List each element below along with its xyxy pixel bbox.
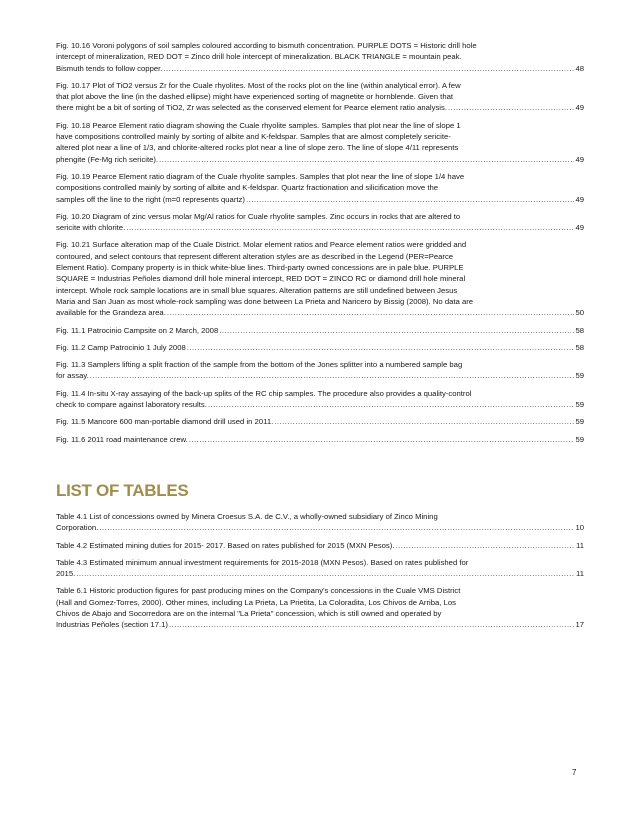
figure-entry-text: Fig. 11.2 Camp Patrocinio 1 July 2008 xyxy=(56,342,186,352)
table-entry[interactable] xyxy=(56,511,584,534)
figure-entry-line: intercept. Whole rock sample locations are in small blue squares. Alteration patterns are still undefined between Jesus xyxy=(56,285,458,295)
table-entry-page-number: 11 xyxy=(576,540,584,550)
dot-leader xyxy=(163,63,574,74)
figure-entry[interactable] xyxy=(56,325,584,336)
figure-entry[interactable] xyxy=(56,239,584,318)
figure-entry-last-line xyxy=(56,307,584,318)
figure-entry-page-number: 59 xyxy=(575,417,584,427)
table-entry[interactable] xyxy=(56,540,584,551)
figure-entry-last-line xyxy=(56,325,584,336)
figure-entry-last-line xyxy=(56,416,584,427)
page-number: 7 xyxy=(572,768,577,777)
dot-leader xyxy=(187,342,575,353)
dot-leader xyxy=(167,307,575,318)
figure-entry-page-number: 59 xyxy=(575,371,584,381)
table-entry-text: Industrias Peñoles (section 17.1) xyxy=(56,620,168,630)
table-entry-line: Table 4.1 List of concessions owned by Minera Croesus S.A. de C.V., a wholly-owned subsidiary of Zinco Mining xyxy=(56,511,438,521)
figure-entry-line: Element Ratio). Company property is in thick white-blue lines. Third-party owned concessions are in pale blue. PURPLE xyxy=(56,263,464,273)
list-of-tables-heading: LIST OF TABLES xyxy=(56,480,189,500)
figure-entry-page-number: 48 xyxy=(575,63,584,73)
table-entry-line: Table 4.3 Estimated minimum annual investment requirements for 2015-2018 (MXN Pesos). Based on rates published for xyxy=(56,557,469,567)
dot-leader xyxy=(208,399,575,410)
figure-entry-line: compositions controlled mainly by sorting of albite and K-feldspar. Quartz fractionation and silicification move the xyxy=(56,183,439,193)
dot-leader xyxy=(448,102,574,113)
figure-entry-text: Bismuth tends to follow copper. xyxy=(56,63,163,73)
figure-entry[interactable] xyxy=(56,40,584,74)
figure-entry-last-line xyxy=(56,399,584,410)
table-entry-last-line xyxy=(56,619,584,630)
figure-entry-last-line xyxy=(56,63,584,74)
figure-entry-line: intercept of mineralization, RED DOT = Zinco drill hole intercept of mineralization. BLACK TRIANGLE = mountain peak. xyxy=(56,52,462,62)
figure-entry[interactable] xyxy=(56,211,584,234)
figure-entry-line: Fig. 10.19 Pearce Element ratio diagram of the Cuale rhyolite samples. Samples that plot near the line of slope 1/4 have xyxy=(56,171,465,181)
figure-entry-line: Fig. 10.20 Diagram of zinc versus molar Mg/Al ratios for Cuale rhyolite samples. Zinc occurs in rocks that are altered to xyxy=(56,211,461,221)
list-of-figures xyxy=(56,40,584,445)
table-entry-last-line xyxy=(56,522,584,533)
table-entry-text: 2015. xyxy=(56,569,76,579)
figure-entry-page-number: 59 xyxy=(575,400,584,410)
table-entry-line: Table 6.1 Historic production figures for past producing mines on the Company's concessions in the Cuale VMS District xyxy=(56,586,461,596)
figure-entry-page-number: 50 xyxy=(575,308,584,318)
figure-entry-page-number: 49 xyxy=(575,103,584,113)
figure-entry-last-line xyxy=(56,194,584,205)
table-entry-text: Corporation. xyxy=(56,523,99,533)
document-page xyxy=(56,40,584,637)
figure-entry-last-line xyxy=(56,342,584,353)
figure-entry-text: there might be a bit of sorting of TiO2, Zr was selected as the conserved element for Pearce element ratio analysis. xyxy=(56,103,447,113)
figure-entry-page-number: 49 xyxy=(575,223,584,233)
figure-entry-page-number: 49 xyxy=(575,194,584,204)
figure-entry-line: SQUARE = Industrias Peñoles diamond drill hole mineral intercept, RED DOT = ZINCO RC or diamond drill hole mineral xyxy=(56,274,466,284)
figure-entry-line: have compositions controlled mainly by sorting of albite and K-feldspar. Samples that are almost completely sericite- xyxy=(56,132,451,142)
figure-entry-last-line xyxy=(56,434,584,445)
figure-entry-last-line xyxy=(56,222,584,233)
figure-entry-line: Maria and San Juan as most whole-rock sampling was done between La Prieta and Naricero by Bissig (2008). No data are xyxy=(56,296,474,306)
figure-entry-text: check to compare against laboratory results. xyxy=(56,400,207,410)
figure-entry[interactable] xyxy=(56,416,584,427)
figure-entry[interactable] xyxy=(56,120,584,165)
table-entry-last-line xyxy=(56,540,584,551)
dot-leader xyxy=(395,540,575,551)
dot-leader xyxy=(159,154,574,165)
table-entry-page-number: 11 xyxy=(576,569,584,579)
figure-entry-text: Fig. 11.6 2011 road maintenance crew. xyxy=(56,434,188,444)
table-entry-last-line xyxy=(56,568,584,579)
table-entry-text: Table 4.2 Estimated mining duties for 2015- 2017. Based on rates published for 2015 (MXN Pesos). xyxy=(56,540,395,550)
dot-leader xyxy=(169,619,574,630)
figure-entry-line: Fig. 10.18 Pearce Element ratio diagram showing the Cuale rhyolite samples. Samples that plot near the line of slope 1 xyxy=(56,120,461,130)
figure-entry-page-number: 58 xyxy=(575,325,584,335)
figure-entry-line: Fig. 11.3 Samplers lifting a split fraction of the sample from the bottom of the Jones splitter into a numbered sample bag xyxy=(56,360,463,370)
figure-entry-page-number: 59 xyxy=(575,434,584,444)
dot-leader xyxy=(219,325,574,336)
figure-entry-line: Fig. 10.16 Voroni polygons of soil samples coloured according to bismuth concentration. PURPLE DOTS = Historic drill hole xyxy=(56,41,477,50)
figure-entry-line: that plot above the line (in the dashed ellipse) might have experienced sorting of magnetite or hornblende. Given that xyxy=(56,92,454,102)
table-entry-line: (Hall and Gomez-Torres, 2000). Other mines, including La Prieta, La Prietita, La Coloradita, Los Chivos de Arriba, Los xyxy=(56,597,456,607)
table-entry[interactable] xyxy=(56,585,584,630)
figure-entry-text: phengite (Fe-Mg rich sericite). xyxy=(56,154,159,164)
figure-entry-page-number: 49 xyxy=(575,154,584,164)
figure-entry-line: Fig. 11.4 In-situ X-ray assaying of the back-up splits of the RC chip samples. The procedure also provides a quality-control xyxy=(56,388,472,398)
figure-entry-text: Fig. 11.5 Mancore 600 man-portable diamond drill used in 2011. xyxy=(56,417,274,427)
figure-entry-last-line xyxy=(56,102,584,113)
figure-entry-text: available for the Grandeza area. xyxy=(56,308,166,318)
table-entry-page-number: 10 xyxy=(575,523,584,533)
dot-leader xyxy=(126,222,574,233)
table-entry-line: Chivos de Abajo and Socorredora are on the internal "La Prieta" concession, which is still owned and operated by xyxy=(56,608,442,618)
figure-entry-text: sericite with chlorite. xyxy=(56,223,126,233)
dot-leader xyxy=(90,370,575,381)
figure-entry-line: contoured, and select contours that represent different alteration styles are as described in the Legend (PER=Pearce xyxy=(56,251,454,261)
figure-entry-text: samples off the line to the right (m=0 represents quartz) xyxy=(56,194,245,204)
dot-leader xyxy=(246,194,575,205)
figure-entry[interactable] xyxy=(56,342,584,353)
dot-leader xyxy=(99,522,574,533)
table-entry[interactable] xyxy=(56,557,584,580)
figure-entry-last-line xyxy=(56,370,584,381)
figure-entry-line: altered plot near a line of 1/3, and chlorite-altered rocks plot near a line of slope zero. The line of slope 4/11 represents xyxy=(56,143,459,153)
figure-entry-last-line xyxy=(56,154,584,165)
figure-entry-page-number: 58 xyxy=(575,342,584,352)
figure-entry-line: Fig. 10.21 Surface alteration map of the Cuale District. Molar element ratios and Pearce element ratios were gridded and xyxy=(56,240,467,250)
table-entry-page-number: 17 xyxy=(575,620,584,630)
figure-entry[interactable] xyxy=(56,359,584,382)
dot-leader xyxy=(76,568,575,579)
figure-entry[interactable] xyxy=(56,434,584,445)
figure-entry-text: for assay. xyxy=(56,371,89,381)
list-of-tables xyxy=(56,511,584,631)
figure-entry[interactable] xyxy=(56,388,584,411)
figure-entry[interactable] xyxy=(56,171,584,205)
figure-entry-text: Fig. 11.1 Patrocinio Campsite on 2 March, 2008 xyxy=(56,325,219,335)
dot-leader xyxy=(189,434,575,445)
figure-entry[interactable] xyxy=(56,80,584,114)
figure-entry-line: Fig. 10.17 Plot of TiO2 versus Zr for the Cuale rhyolites. Most of the rocks plot on the line (within analytical error). A few xyxy=(56,80,461,90)
dot-leader xyxy=(274,416,574,427)
